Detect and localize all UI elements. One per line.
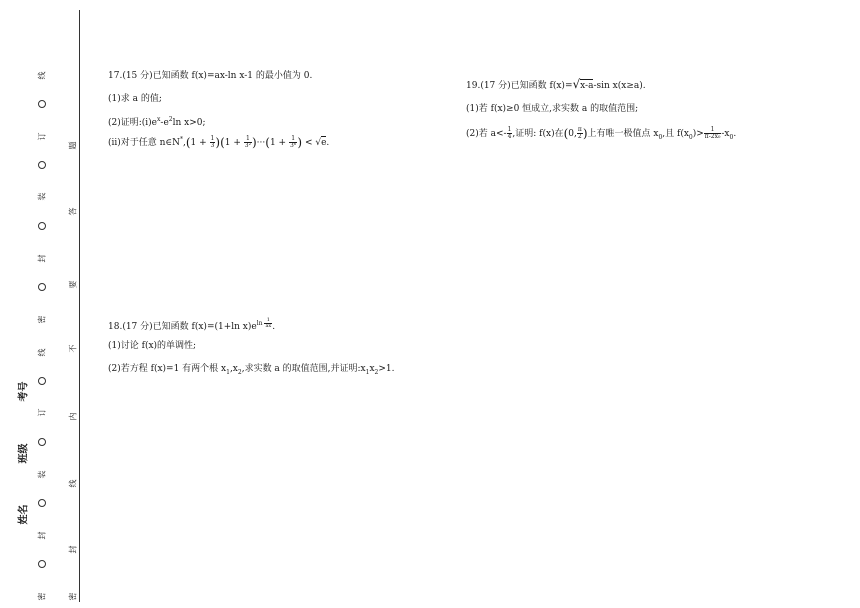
q17-part1: (1)求 a 的值;	[108, 94, 162, 104]
margin-word: 题	[68, 141, 78, 150]
exam-number-label: 考号	[18, 381, 30, 402]
margin-word: 订	[37, 408, 47, 417]
margin-word: 订	[37, 132, 47, 141]
binding-line	[79, 10, 80, 602]
binding-hole	[38, 377, 46, 385]
binding-hole	[38, 222, 46, 230]
fraction: $\frac{1}{3}$	[210, 135, 215, 149]
binding-hole	[38, 100, 46, 108]
margin-word: 不	[68, 344, 78, 353]
margin-word: 装	[37, 192, 47, 201]
q19-part1: (1)若 f(x)≥0 恒成立,求实数 a 的取值范围;	[466, 104, 639, 114]
class-label: 班级	[18, 443, 30, 464]
margin-word: 要	[68, 280, 78, 289]
margin-word: 线	[37, 71, 47, 80]
fraction: $\frac{1}{\text{3ⁿ}}$	[289, 135, 297, 149]
binding-hole	[38, 161, 46, 169]
margin-word: 线	[68, 479, 78, 488]
q18-part2: (2)若方程 f(x)=1 有两个根 $x_1,x_2$,求实数 a 的取值范围,并证明$:x_1x_2>1$.	[108, 364, 395, 376]
binding-hole	[38, 438, 46, 446]
margin-word: 内	[68, 412, 78, 421]
q18-stem: 18.(17 分)已知函数 f(x)=(1+ln $x)e^{ln \frac{1}{ax}}$ .	[108, 317, 276, 332]
name-label: 姓名	[18, 504, 30, 525]
q19-stem: 19.(17 分)已知函数 f(x)=√x-a-sin x(x≥a).	[466, 77, 646, 91]
margin-word: 密	[37, 315, 47, 324]
q19-part2: (2)若 a<- $\frac{1}{4}$ ,证明: f(x)在(0, $\frac{\pi}{2}$ )上有唯一极值点 $x_0$,且 $f(x_0)>$ $\frac{1}{\text{π-2x₀}}$ $-x_0$.	[466, 126, 737, 141]
margin-word: 封	[37, 531, 47, 540]
q17-part3: (ii)对于任意 n∈N*,(1 + $\frac{1}{3}$ )(1 + $\frac{1}{\text{3²}}$ )···(1 + $\frac{1}{\text{3ⁿ}}$ ) < √e.	[108, 135, 330, 150]
margin-word: 装	[37, 470, 47, 479]
q17-stem: 17.(15 分)已知函数 f(x)=ax-ln x-1 的最小值为 0.	[108, 71, 313, 81]
binding-hole	[38, 283, 46, 291]
margin-word: 密	[37, 592, 47, 601]
binding-hole	[38, 499, 46, 507]
q17-part2: (2)证明$:(i)e^x-e^2\ln$ x>0;	[108, 116, 206, 128]
margin-word: 线	[37, 348, 47, 357]
margin-word: 密	[68, 592, 78, 601]
q18-part1: (1)讨论 f(x)的单调性;	[108, 341, 197, 351]
fraction: $\frac{1}{\text{3²}}$	[244, 135, 251, 149]
margin-word: 答	[68, 207, 78, 216]
binding-hole	[38, 560, 46, 568]
margin-word: 封	[68, 545, 78, 554]
margin-word: 封	[37, 254, 47, 263]
